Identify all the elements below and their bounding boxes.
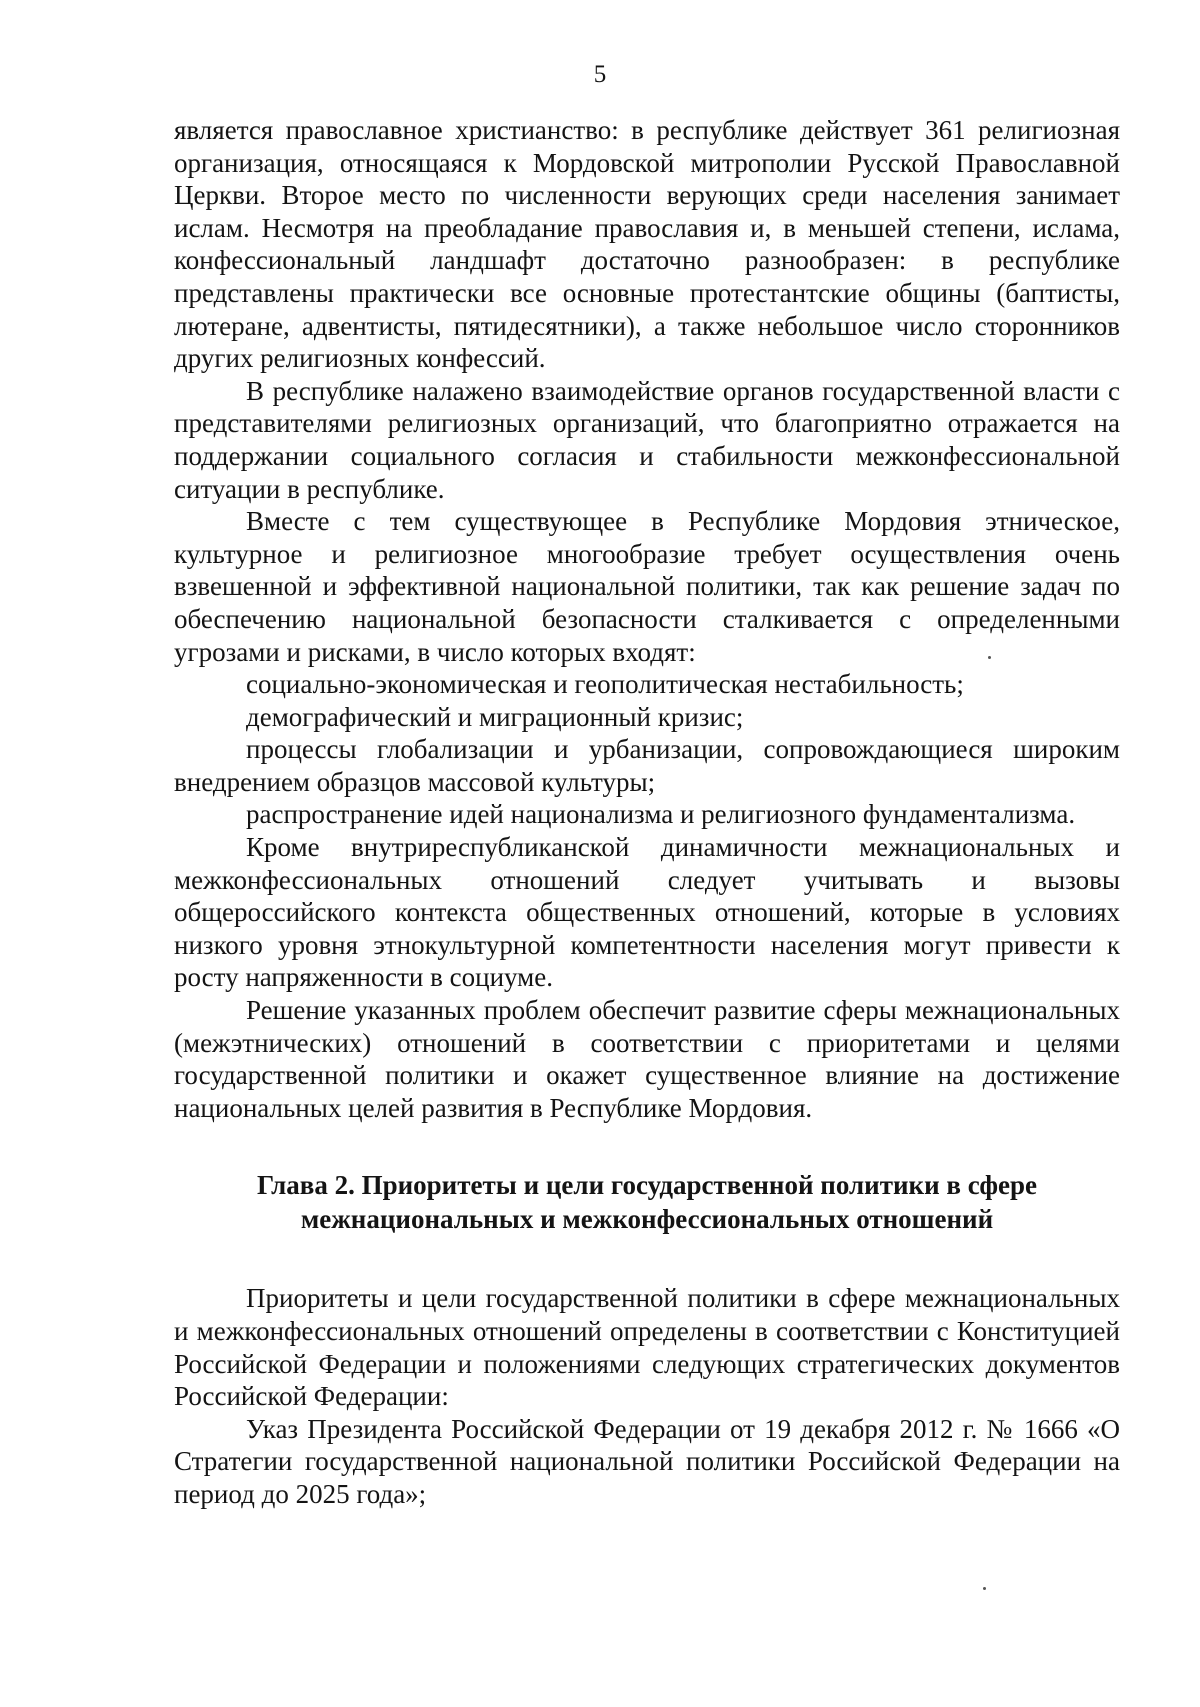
list-item-threat-globalization: процессы глобализации и урбанизации, сопровождающиеся широким внедрением образцов массовой культуры; xyxy=(174,734,1120,797)
paragraph-challenges: Кроме внутриреспубликанской динамичности межнациональных и межконфессиональных отношений следует учитывать и вызовы общероссийского контекста общественных отношений, которые в условиях низкого уровня этнокультурной компетентности населения могут привести к росту напряженности в социуме. xyxy=(174,832,1120,993)
chapter-heading-line-2: межнациональных и межконфессиональных отношений xyxy=(300,1204,994,1235)
chapter-heading xyxy=(174,1168,1120,1236)
page-number: 5 xyxy=(593,61,607,88)
paragraph-priorities: Приоритеты и цели государственной политики в сфере межнациональных и межконфессиональных отношений определены в соответствии с Конституцией Российской Федерации и положениями следующих стратегических документов Российской Федерации: xyxy=(174,1283,1120,1412)
document-body xyxy=(174,114,1120,1511)
paragraph-diversity: Вместе с тем существующее в Республике Мордовия этническое, культурное и религиозное многообразие требует осуществления очень взвешенной и эффективной национальной политики, так как решение задач по обеспечению национальной безопасности сталкивается с определенными угрозами и рисками, в число которых входят: xyxy=(174,506,1120,667)
paragraph-decree: Указ Президента Российской Федерации от 19 декабря 2012 г. № 1666 «О Стратегии государственной национальной политики Российской Федерации на период до 2025 года»; xyxy=(174,1413,1120,1509)
list-item-threat-nationalism: распространение идей национализма и религиозного фундаментализма. xyxy=(246,799,1076,830)
chapter-heading-line-1: Глава 2. Приоритеты и цели государственной политики в сфере xyxy=(256,1170,1038,1201)
paragraph-continuation: является православное христианство: в республике действует 361 религиозная организация, относящаяся к Мордовской митрополии Русской Православной Церкви. Второе место по численности верующих среди населения занимает ислам. Несмотря на преобладание православия и, в меньшей степени, ислама, конфессиональный ландшафт достаточно разнообразен: в республике представлены практически все основные протестантские общины (баптисты, лютеране, адвентисты, пятидесятники), а также небольшое число сторонников других религиозных конфессий. xyxy=(174,115,1120,374)
scan-speck xyxy=(988,656,991,659)
list-item-threat-demographic: демографический и миграционный кризис; xyxy=(246,701,744,732)
list-item-threat-instability: социально-экономическая и геополитическая нестабильность; xyxy=(246,669,964,700)
paragraph-solution: Решение указанных проблем обеспечит развитие сферы межнациональных (межэтнических) отношений в соответствии с приоритетами и целями государственной политики и окажет существенное влияние на достижение национальных целей развития в Республике Мордовия. xyxy=(174,995,1120,1123)
scan-speck xyxy=(983,1587,986,1590)
paragraph-interaction: В республике налажено взаимодействие органов государственной власти с представителями религиозных организаций, что благоприятно отражается на поддержании социального согласия и стабильности межконфессиональной ситуации в республике. xyxy=(174,375,1120,504)
